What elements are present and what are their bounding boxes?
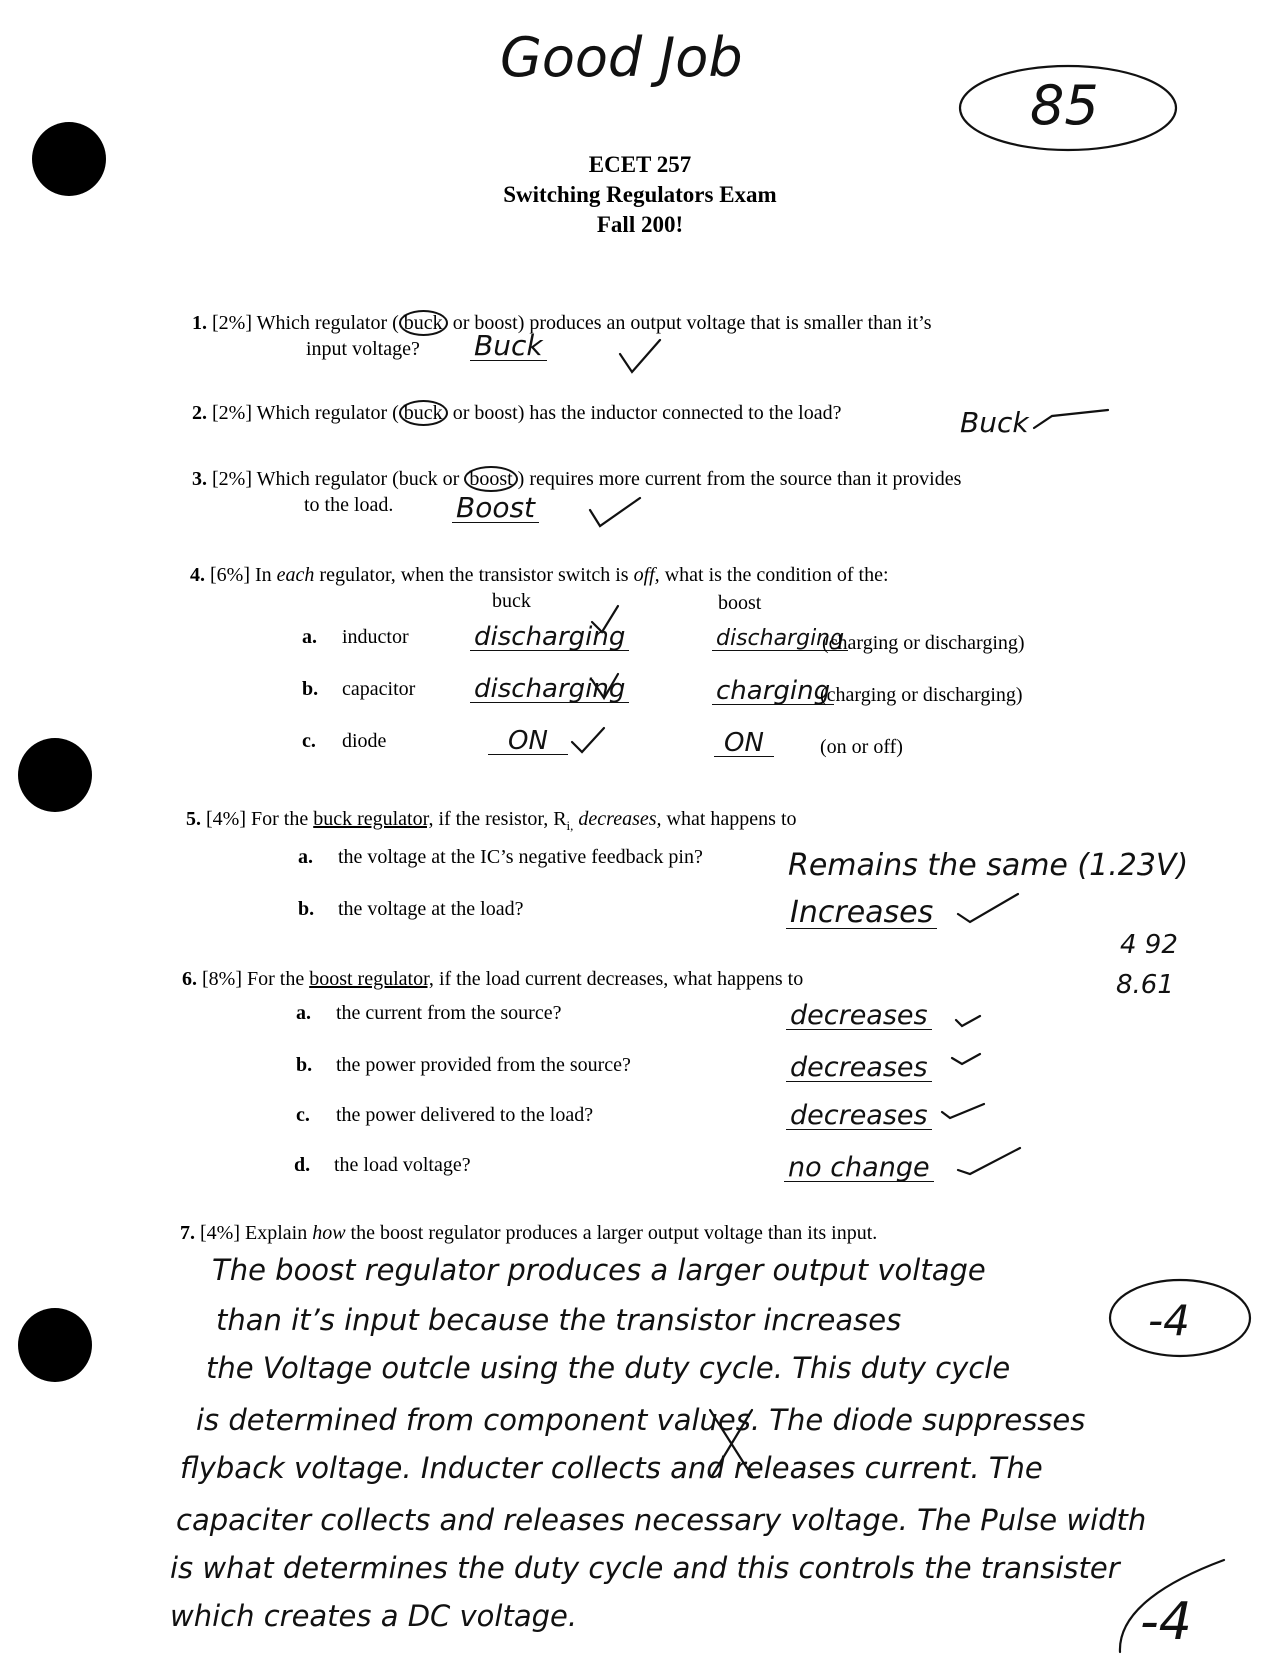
question-number: 4.	[190, 564, 205, 586]
margin-note-2: 8.61	[1116, 970, 1174, 1000]
emphasis-decreases: decreases,	[578, 808, 662, 830]
q5-item-a	[298, 846, 703, 869]
check-mark-q6-c	[942, 1104, 984, 1118]
q6-item-a-answer: decreases	[786, 1002, 932, 1030]
item-text: the current from the source?	[336, 1002, 562, 1024]
question-text: what happens to	[661, 808, 797, 830]
q6-item-b-answer: decreases	[786, 1054, 932, 1082]
row-label: b.	[302, 678, 319, 700]
q4-row-b-buck-answer: discharging	[470, 676, 629, 703]
question-text: Which regulator (	[256, 402, 399, 424]
q6-item-c-answer: decreases	[786, 1102, 932, 1130]
item-label: a.	[296, 1002, 311, 1024]
emphasis-how: how	[312, 1222, 346, 1244]
question-weight: [4%]	[206, 808, 246, 830]
underlined-term: boost regulator,	[309, 968, 434, 990]
item-label: b.	[298, 898, 315, 920]
q4-row-b	[302, 678, 415, 701]
question-text: what is the condition of the:	[659, 564, 889, 586]
q5-item-a-answer: Remains the same (1.23V)	[788, 848, 1189, 883]
q6-item-d-answer: no change	[784, 1154, 934, 1182]
q7-answer-line-7: is what determines the duty cycle and this controls the transister	[170, 1551, 1120, 1585]
question-text: Which regulator (buck or	[256, 468, 465, 490]
emphasis-each: each	[276, 564, 315, 586]
question-weight: [2%]	[212, 468, 252, 490]
q7-answer-line-4: is determined from component values. The diode suppresses	[196, 1403, 1086, 1437]
q4-row-a-hint: (charging or discharging)	[822, 632, 1025, 654]
emphasis-off: off,	[633, 564, 660, 586]
q4-row-a-boost-answer: discharging	[712, 628, 848, 651]
q7-answer-line-5: flyback voltage. Inducter collects and releases current. The	[180, 1451, 1043, 1485]
q4-row-b-hint: (charging or discharging)	[820, 684, 1023, 706]
question-1-continuation: input voltage?	[306, 338, 420, 360]
q4-row-c-hint: (on or off)	[820, 736, 903, 758]
question-text: Explain	[244, 1222, 313, 1244]
question-weight: [2%]	[212, 402, 252, 424]
question-5	[186, 808, 797, 834]
question-6	[182, 968, 803, 991]
question-text: For the	[250, 808, 314, 830]
question-number: 6.	[182, 968, 197, 990]
question-2	[192, 402, 841, 425]
row-item: inductor	[342, 626, 409, 648]
q7-answer-line-3: the Voltage outcle using the duty cycle. This duty cycle	[206, 1351, 1011, 1385]
q6-item-d	[294, 1154, 471, 1177]
q4-row-c-boost-answer: ON	[714, 730, 774, 757]
q7-answer-line-6: capaciter collects and releases necessary voltage. The Pulse width	[176, 1503, 1147, 1537]
q7-answer-line-8: which creates a DC voltage.	[170, 1599, 578, 1633]
question-weight: [2%]	[212, 312, 252, 334]
question-text: regulator, when the transistor switch is	[314, 564, 634, 586]
item-text: the voltage at the IC’s negative feedback pin?	[338, 846, 703, 868]
question-3-continuation: to the load.	[304, 494, 394, 516]
q7-answer-line-1: The boost regulator produces a larger output voltage	[212, 1253, 986, 1287]
q4-row-a	[302, 626, 409, 649]
exam-term: Fall 200!	[596, 212, 684, 237]
exam-title: Switching Regulators Exam	[503, 182, 777, 207]
question-text: the boost regulator produces a larger output voltage than its input.	[345, 1222, 878, 1244]
question-text: In	[254, 564, 277, 586]
question-weight: [6%]	[210, 564, 250, 586]
check-mark-q4-c	[572, 728, 604, 752]
q4-row-a-buck-answer: discharging	[470, 624, 629, 651]
q7-answer-line-2: than it’s input because the transistor increases	[216, 1303, 902, 1337]
score-annotation: 85	[1030, 74, 1099, 137]
column-header-buck: buck	[492, 590, 531, 612]
check-mark-q6-b	[952, 1054, 980, 1064]
punch-hole-bottom	[18, 1308, 92, 1382]
praise-annotation: Good Job	[500, 26, 743, 89]
question-number: 3.	[192, 468, 207, 490]
question-number: 2.	[192, 402, 207, 424]
item-label: b.	[296, 1054, 313, 1076]
row-label: a.	[302, 626, 317, 648]
row-item: diode	[342, 730, 387, 752]
check-mark-q5-b	[958, 894, 1018, 922]
row-label: c.	[302, 730, 316, 752]
q6-item-c	[296, 1104, 593, 1127]
check-mark-q3	[590, 498, 640, 526]
q4-row-c-buck-answer: ON	[488, 728, 568, 755]
course-title: ECET 257	[588, 152, 692, 177]
question-weight: [8%]	[202, 968, 242, 990]
circled-choice: buck	[399, 400, 448, 426]
deduction-annotation-2: -4	[1140, 1592, 1192, 1652]
check-mark-q2	[1034, 410, 1108, 428]
item-label: c.	[296, 1104, 310, 1126]
question-1-answer: Buck	[470, 332, 547, 361]
item-text: the load voltage?	[334, 1154, 471, 1176]
q6-item-b	[296, 1054, 631, 1077]
question-text: if the load current decreases, what happens to	[433, 968, 804, 990]
item-text: the power delivered to the load?	[336, 1104, 594, 1126]
question-text: For the	[246, 968, 310, 990]
q4-row-c	[302, 730, 386, 753]
question-2-answer: Buck	[960, 406, 1029, 439]
question-3-answer: Boost	[452, 494, 539, 523]
item-text: the power provided from the source?	[336, 1054, 631, 1076]
q4-row-b-boost-answer: charging	[712, 678, 834, 705]
circled-choice: buck	[399, 310, 448, 336]
circled-choice: boost	[464, 466, 517, 492]
question-text: ) requires more current from the source than it provides	[517, 468, 962, 490]
subscript: i,	[566, 818, 574, 833]
row-item: capacitor	[342, 678, 416, 700]
check-mark-q6-a	[956, 1016, 980, 1026]
question-7	[180, 1222, 877, 1245]
question-text: or boost) has the inductor connected to the load?	[447, 402, 842, 424]
underlined-term: buck regulator,	[313, 808, 434, 830]
deduction-annotation-1: -4	[1148, 1296, 1190, 1345]
q5-item-b	[298, 898, 523, 921]
q5-item-b-answer: Increases	[786, 898, 937, 929]
item-label: d.	[294, 1154, 311, 1176]
question-text: if the resistor, R	[433, 808, 567, 830]
question-3	[192, 468, 961, 491]
q6-item-a	[296, 1002, 561, 1025]
question-number: 7.	[180, 1222, 195, 1244]
question-4	[190, 564, 889, 587]
check-mark-q6-d	[958, 1148, 1020, 1174]
check-mark-q1	[620, 340, 660, 372]
question-text: Which regulator (	[256, 312, 399, 334]
question-1	[192, 312, 932, 335]
item-text: the voltage at the load?	[338, 898, 524, 920]
column-header-boost: boost	[718, 592, 762, 614]
margin-note-1: 4 92	[1120, 930, 1178, 960]
punch-hole-middle	[18, 738, 92, 812]
question-text: or boost) produces an output voltage that is smaller than it’s	[447, 312, 932, 334]
question-number: 5.	[186, 808, 201, 830]
item-label: a.	[298, 846, 313, 868]
question-weight: [4%]	[200, 1222, 240, 1244]
question-number: 1.	[192, 312, 207, 334]
